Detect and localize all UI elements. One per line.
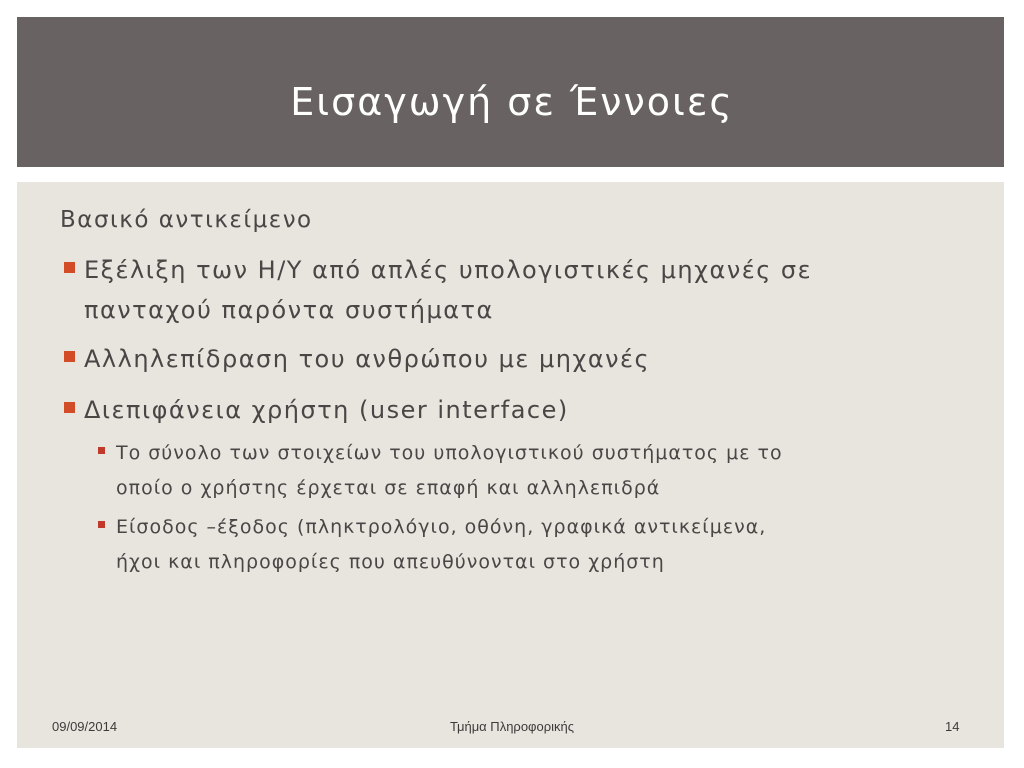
bullet-square-icon <box>64 351 75 362</box>
footer-date: 09/09/2014 <box>52 719 118 734</box>
sub-bullet-2-line-1: Είσοδος –έξοδος (πληκτρολόγιο, οθόνη, γραφικά αντικείμενα, <box>116 516 767 538</box>
sub-bullet-1-line-2: οποίο ο χρήστης έρχεται σε επαφή και αλληλεπιδρά <box>116 477 661 499</box>
footer-department: Τμήμα Πληροφορικής <box>449 719 574 734</box>
slide-title: Εισαγωγή σε Έννοιες <box>290 80 734 124</box>
footer-page-number: 14 <box>945 719 960 734</box>
bullet-square-icon <box>64 402 75 413</box>
sub-bullet-1-line-1: Το σύνολο των στοιχείων του υπολογιστικού συστήματος με το <box>116 442 783 464</box>
intro-heading: Βασικό αντικείμενο <box>60 207 313 233</box>
bullet-2-line-1: Αλληλεπίδραση του ανθρώπου με μηχανές <box>84 345 651 373</box>
bullet-square-icon <box>64 262 75 273</box>
sub-bullet-square-icon <box>98 447 105 454</box>
bullet-1-line-1: Εξέλιξη των Η/Υ από απλές υπολογιστικές μηχανές σε <box>84 256 813 284</box>
sub-bullet-square-icon <box>98 521 105 528</box>
bullet-1-line-2: πανταχού παρόντα συστήματα <box>84 296 494 324</box>
sub-bullet-2-line-2: ήχοι και πληροφορίες που απευθύνονται στο χρήστη <box>116 551 665 573</box>
bullet-3-line-1: Διεπιφάνεια χρήστη (user interface) <box>84 396 569 424</box>
